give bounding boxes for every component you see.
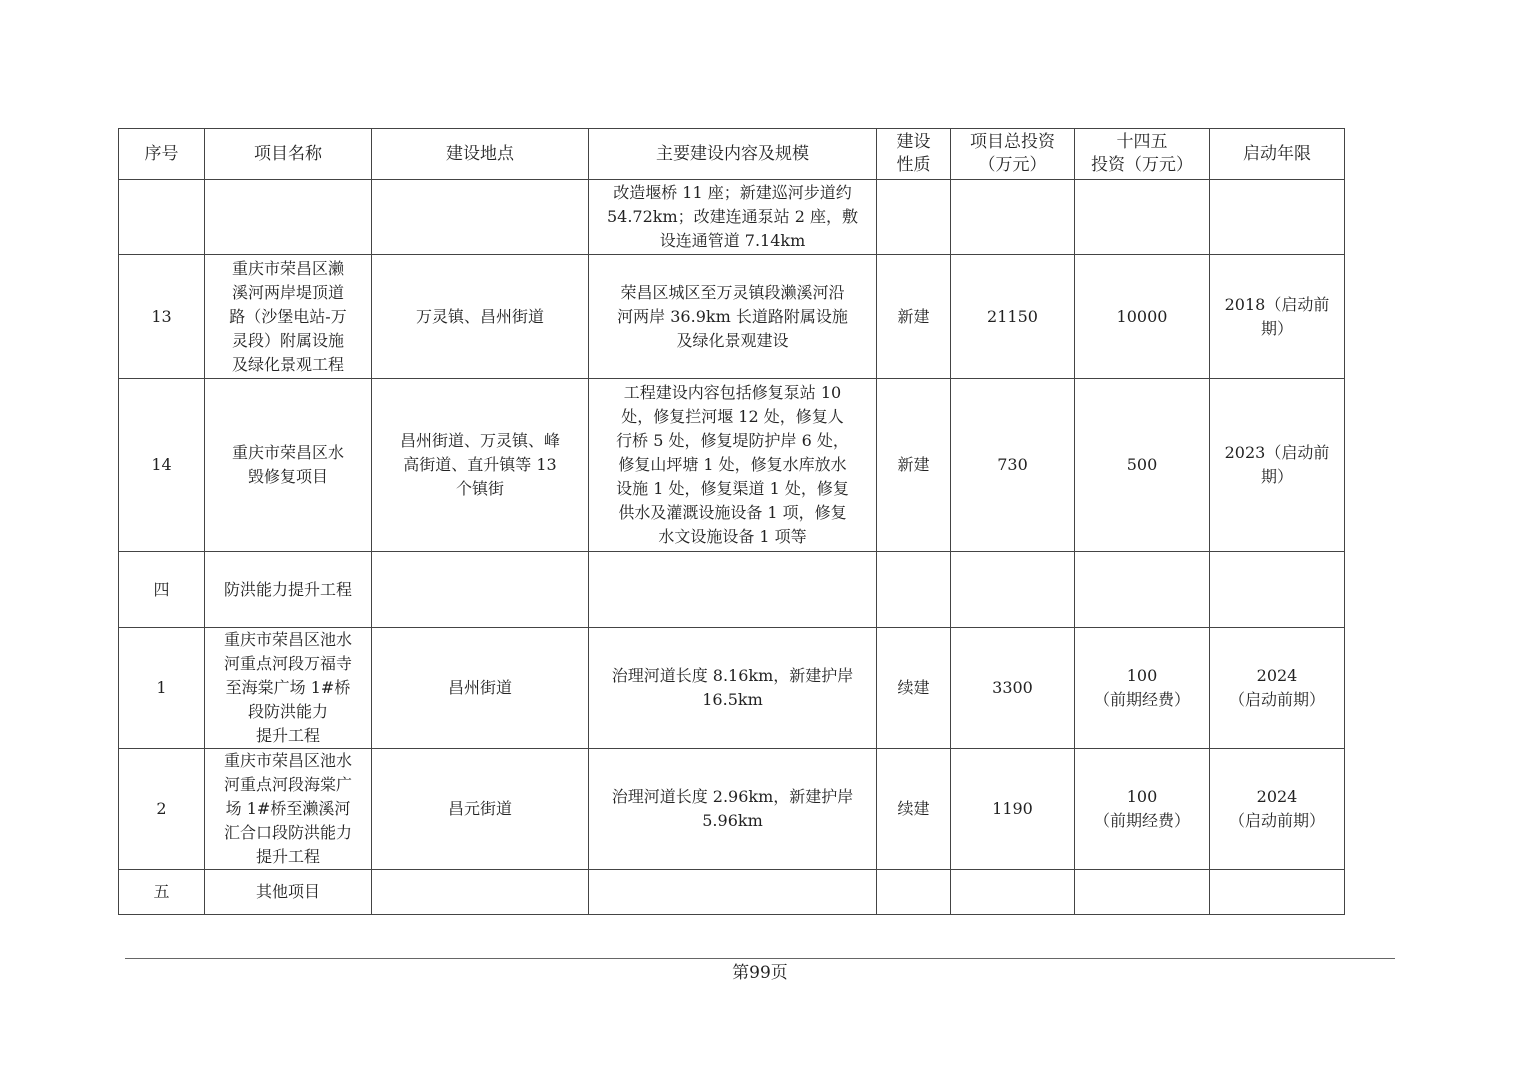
cell-name	[205, 180, 372, 255]
header-cell-start-year: 启动年限	[1210, 129, 1345, 180]
cell-content: 工程建设内容包括修复泵站 10 处，修复拦河堰 12 处，修复人 行桥 5 处，修复堤防护岸 6 处， 修复山坪塘 1 处，修复水库放水 设施 1 处，修复渠道 1 处，修复 供水及灌溉设施设备 1 项，修复 水文设施设备 1 项等	[589, 379, 877, 552]
cell-no	[119, 180, 205, 255]
cell-content	[589, 552, 877, 628]
cell-total-investment: 1190	[951, 749, 1075, 870]
cell-location	[372, 180, 589, 255]
cell-total-investment	[951, 870, 1075, 915]
table-row	[119, 379, 1345, 552]
cell-name: 重庆市荣昌区濑 溪河两岸堤顶道 路（沙堡电站-万 灵段）附属设施 及绿化景观工程	[205, 255, 372, 379]
header-cell-name: 项目名称	[205, 129, 372, 180]
cell-no: 13	[119, 255, 205, 379]
header-cell-plan-investment: 十四五 投资（万元）	[1075, 129, 1210, 180]
table-row	[119, 749, 1345, 870]
cell-location: 万灵镇、昌州街道	[372, 255, 589, 379]
section-row	[119, 870, 1345, 915]
cell-start-year: 2024 （启动前期）	[1210, 628, 1345, 749]
cell-nature: 续建	[877, 749, 951, 870]
cell-location: 昌州街道	[372, 628, 589, 749]
table-row	[119, 628, 1345, 749]
cell-location	[372, 870, 589, 915]
cell-plan-investment	[1075, 552, 1210, 628]
cell-nature	[877, 870, 951, 915]
cell-no: 2	[119, 749, 205, 870]
cell-total-investment: 730	[951, 379, 1075, 552]
cell-start-year: 2024 （启动前期）	[1210, 749, 1345, 870]
cell-no: 四	[119, 552, 205, 628]
cell-name: 重庆市荣昌区池水 河重点河段万福寺 至海棠广场 1#桥 段防洪能力 提升工程	[205, 628, 372, 749]
cell-total-investment: 21150	[951, 255, 1075, 379]
header-cell-no: 序号	[119, 129, 205, 180]
cell-start-year: 2023（启动前 期）	[1210, 379, 1345, 552]
cell-plan-investment: 100 （前期经费）	[1075, 628, 1210, 749]
cell-nature: 新建	[877, 255, 951, 379]
cell-content: 改造堰桥 11 座；新建巡河步道约 54.72km；改建连通泵站 2 座，敷 设连通管道 7.14km	[589, 180, 877, 255]
cell-nature: 新建	[877, 379, 951, 552]
page-number: 第99页	[732, 963, 788, 983]
cell-total-investment	[951, 552, 1075, 628]
header-cell-total-investment: 项目总投资 （万元）	[951, 129, 1075, 180]
header-cell-nature: 建设 性质	[877, 129, 951, 180]
cell-name: 重庆市荣昌区池水 河重点河段海棠广 场 1#桥至濑溪河 汇合口段防洪能力 提升工程	[205, 749, 372, 870]
cell-location: 昌元街道	[372, 749, 589, 870]
header-cell-location: 建设地点	[372, 129, 589, 180]
cell-start-year	[1210, 870, 1345, 915]
cell-nature	[877, 552, 951, 628]
cell-name: 防洪能力提升工程	[205, 552, 372, 628]
cell-location: 昌州街道、万灵镇、峰 高街道、直升镇等 13 个镇街	[372, 379, 589, 552]
cell-start-year	[1210, 552, 1345, 628]
cell-name: 重庆市荣昌区水 毁修复项目	[205, 379, 372, 552]
cell-start-year	[1210, 180, 1345, 255]
cell-no: 五	[119, 870, 205, 915]
footer-divider	[125, 958, 1395, 959]
cell-name: 其他项目	[205, 870, 372, 915]
cell-plan-investment: 100 （前期经费）	[1075, 749, 1210, 870]
cell-total-investment: 3300	[951, 628, 1075, 749]
table-header-row	[119, 129, 1345, 180]
header-cell-content: 主要建设内容及规模	[589, 129, 877, 180]
table-row	[119, 180, 1345, 255]
cell-plan-investment	[1075, 180, 1210, 255]
cell-content: 治理河道长度 8.16km，新建护岸 16.5km	[589, 628, 877, 749]
cell-total-investment	[951, 180, 1075, 255]
cell-plan-investment: 500	[1075, 379, 1210, 552]
cell-nature	[877, 180, 951, 255]
cell-start-year: 2018（启动前 期）	[1210, 255, 1345, 379]
cell-plan-investment	[1075, 870, 1210, 915]
cell-location	[372, 552, 589, 628]
project-table	[118, 128, 1345, 915]
section-row	[119, 552, 1345, 628]
cell-content: 荣昌区城区至万灵镇段濑溪河沿 河两岸 36.9km 长道路附属设施 及绿化景观建设	[589, 255, 877, 379]
cell-plan-investment: 10000	[1075, 255, 1210, 379]
table-row	[119, 255, 1345, 379]
cell-content: 治理河道长度 2.96km，新建护岸 5.96km	[589, 749, 877, 870]
cell-no: 14	[119, 379, 205, 552]
cell-no: 1	[119, 628, 205, 749]
cell-nature: 续建	[877, 628, 951, 749]
cell-content	[589, 870, 877, 915]
